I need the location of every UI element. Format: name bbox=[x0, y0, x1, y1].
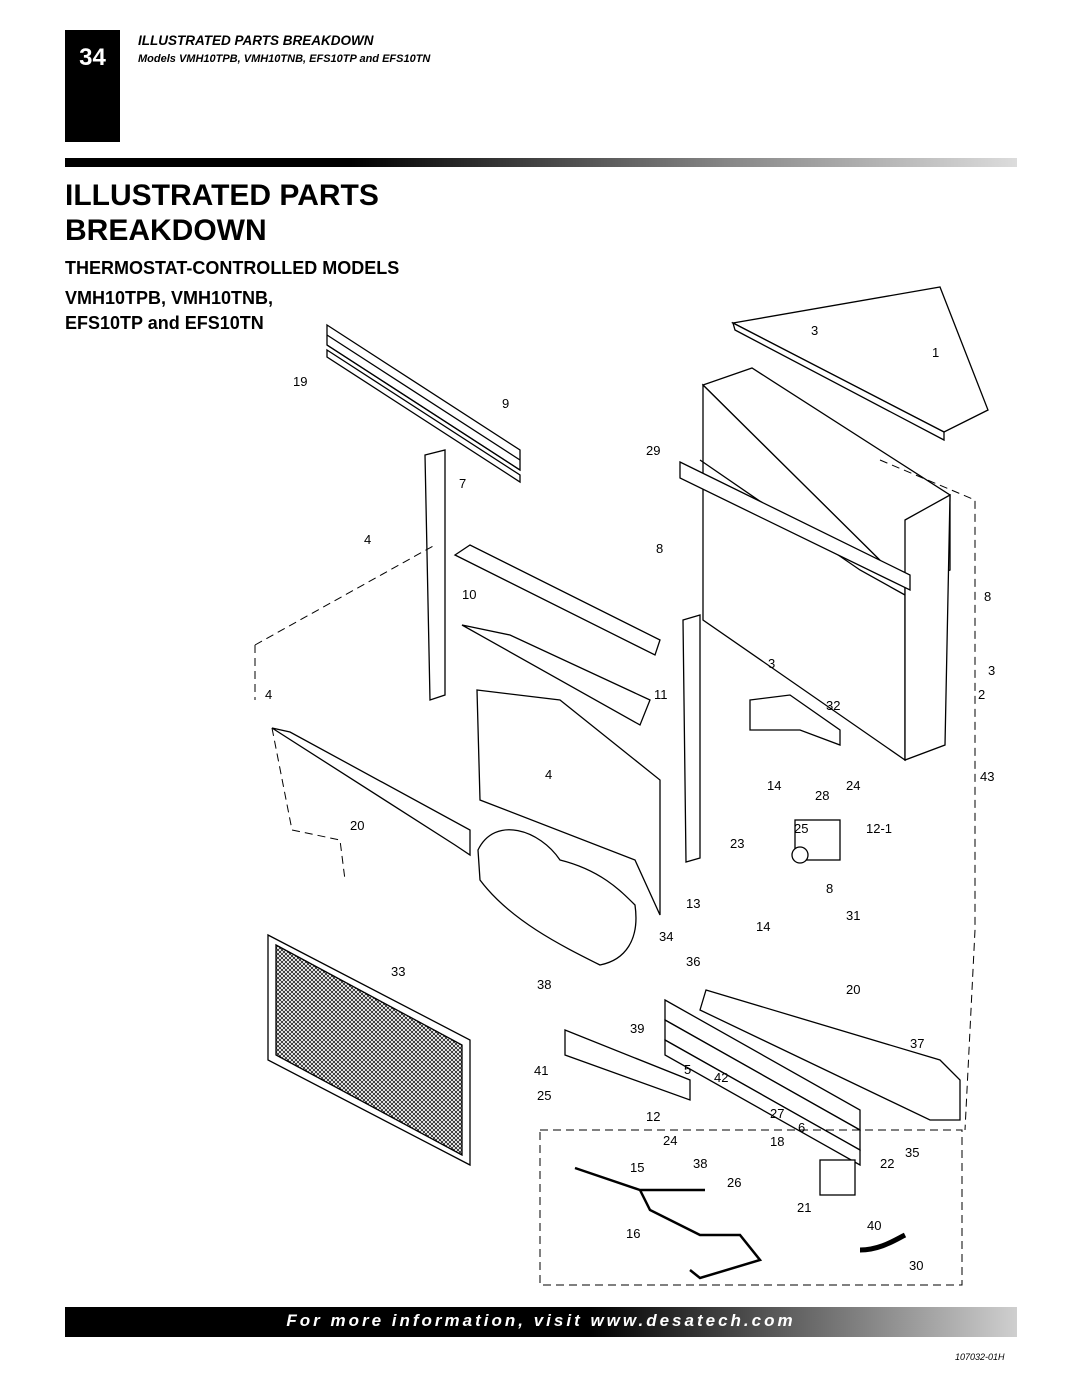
callout-11: 11 bbox=[654, 687, 668, 702]
footer-link-text[interactable]: For more information, visit www.desatech.com bbox=[286, 1311, 796, 1330]
page-title-line1: ILLUSTRATED PARTS bbox=[65, 179, 379, 212]
callout-1: 1 bbox=[932, 345, 940, 360]
callout-12-1: 12-1 bbox=[866, 821, 893, 836]
callout-38b: 38 bbox=[693, 1156, 708, 1171]
callout-9: 9 bbox=[502, 396, 510, 411]
callout-17: 19 bbox=[293, 374, 308, 389]
callout-12: 12 bbox=[646, 1109, 661, 1124]
header-subtitle: Models VMH10TPB, VMH10TNB, EFS10TP and EFS10TN bbox=[138, 53, 431, 65]
callout-23: 23 bbox=[730, 836, 745, 851]
header-rule bbox=[65, 158, 1017, 167]
callout-31: 31 bbox=[846, 908, 861, 923]
callout-14b: 14 bbox=[756, 919, 771, 934]
callout-13: 13 bbox=[686, 896, 701, 911]
callout-25a: 25 bbox=[794, 821, 809, 836]
model-list-line1: VMH10TPB, VMH10TNB, bbox=[65, 288, 274, 308]
callout-4b: 4 bbox=[265, 687, 273, 702]
callout-3c: 3 bbox=[988, 663, 996, 678]
dashed-guide-left bbox=[255, 545, 435, 880]
callout-6: 6 bbox=[798, 1120, 806, 1135]
callout-18: 18 bbox=[770, 1134, 785, 1149]
callout-8b: 8 bbox=[984, 589, 992, 604]
callout-35: 35 bbox=[905, 1145, 920, 1160]
callout-19: 20 bbox=[846, 982, 861, 997]
section-title: THERMOSTAT-CONTROLLED MODELS bbox=[65, 258, 400, 278]
mesh-screen bbox=[268, 935, 470, 1165]
callout-32: 32 bbox=[826, 698, 841, 713]
upper-louver bbox=[327, 325, 520, 482]
page-number-box bbox=[65, 30, 120, 142]
flex-hose bbox=[860, 1235, 905, 1250]
callout-21: 21 bbox=[797, 1200, 812, 1215]
footer-bar bbox=[65, 1307, 1017, 1337]
document-number: 107032-01H bbox=[955, 1352, 1005, 1362]
callout-3a: 3 bbox=[811, 323, 819, 338]
callout-10: 10 bbox=[462, 587, 477, 602]
callout-41: 41 bbox=[534, 1063, 549, 1078]
burner-rail bbox=[665, 990, 960, 1165]
page-title bbox=[65, 178, 379, 248]
callout-15: 15 bbox=[630, 1160, 645, 1175]
callout-16: 16 bbox=[626, 1226, 641, 1241]
parts-diagram bbox=[240, 280, 1000, 1300]
callout-7: 7 bbox=[459, 476, 467, 491]
header-title: ILLUSTRATED PARTS BREAKDOWN bbox=[138, 33, 374, 48]
callout-24b: 24 bbox=[663, 1133, 678, 1148]
callout-33: 33 bbox=[391, 964, 406, 979]
side-channel-right bbox=[683, 615, 700, 862]
valve-knob bbox=[792, 847, 808, 863]
callout-25b: 25 bbox=[537, 1088, 552, 1103]
callout-34: 34 bbox=[659, 929, 674, 944]
base-rail bbox=[272, 728, 470, 855]
page-title-line2: BREAKDOWN bbox=[65, 214, 267, 247]
callout-43: 42 bbox=[714, 1070, 729, 1085]
callout-8c: 8 bbox=[826, 881, 834, 896]
callout-20: 20 bbox=[350, 818, 365, 833]
callout-2: 2 bbox=[978, 687, 986, 702]
callout-5: 5 bbox=[684, 1062, 692, 1077]
side-channel-left bbox=[425, 450, 445, 700]
callout-8a: 8 bbox=[656, 541, 664, 556]
callout-30: 30 bbox=[909, 1258, 924, 1273]
callout-26: 26 bbox=[727, 1175, 742, 1190]
callout-38a: 38 bbox=[537, 977, 552, 992]
callout-40: 40 bbox=[867, 1218, 882, 1233]
callout-24a: 24 bbox=[846, 778, 861, 793]
callout-4a: 4 bbox=[364, 532, 372, 547]
callout-42: 43 bbox=[980, 769, 995, 784]
callout-28: 28 bbox=[815, 788, 830, 803]
callout-29: 29 bbox=[646, 443, 661, 458]
callout-27: 27 bbox=[770, 1106, 785, 1121]
model-list-line2: EFS10TP and EFS10TN bbox=[65, 313, 264, 333]
callout-4c: 4 bbox=[545, 767, 553, 782]
cabinet bbox=[680, 368, 950, 760]
callout-39: 39 bbox=[630, 1021, 645, 1036]
callout-37: 37 bbox=[910, 1036, 925, 1051]
callout-36: 36 bbox=[686, 954, 701, 969]
callout-3b: 3 bbox=[768, 656, 776, 671]
page-number: 34 bbox=[79, 44, 106, 71]
regulator bbox=[820, 1160, 855, 1195]
callout-22: 22 bbox=[880, 1156, 895, 1171]
callout-14a: 14 bbox=[767, 778, 782, 793]
